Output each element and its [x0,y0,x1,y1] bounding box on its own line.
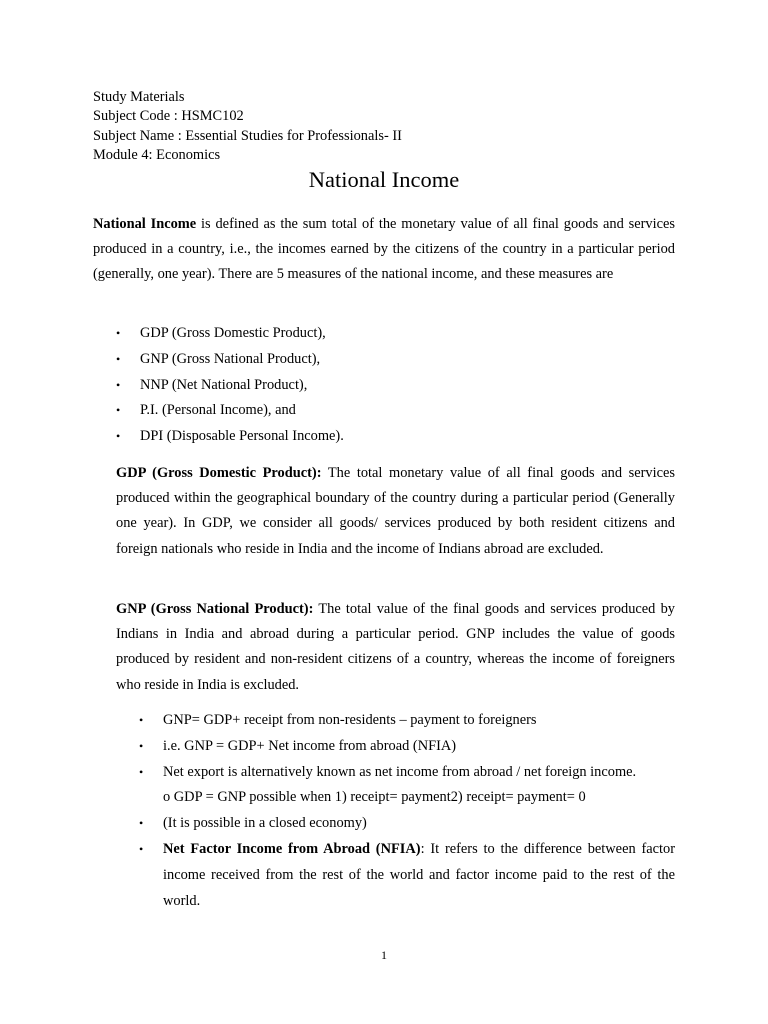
intro-text: is defined as the sum total of the monetary value of all final goods and services produced in a country, i.e., the incomes earned by the citizens of the country in a particular period (generally, one year). There are 5 measures of the national income, and these measures are [93,216,675,283]
list-item [139,734,675,760]
header-subject-code: Subject Code : HSMC102 [93,108,244,125]
page-title: National Income [308,167,460,192]
list-item [139,811,675,837]
gdp-paragraph [116,461,675,562]
bullet-glyph: • [116,351,121,366]
measure-text: P.I. (Personal Income), and [140,402,296,419]
closed-economy-note: (It is possible in a closed economy) [163,815,367,832]
list-item [139,837,675,914]
bullet-glyph: • [116,377,121,392]
measures-list [116,321,344,450]
nfia-term: Net Factor Income from Abroad (NFIA) [163,840,421,857]
list-item [139,760,675,812]
document-header [93,88,402,165]
list-item [139,708,675,734]
gnp-text: The total value of the final goods and services produced by Indians in India and abroad during a particular period. GNP includes the value of goods produced by resident and non-resident citizens of a country, whereas the income of foreigners who reside in India is excluded. [116,601,675,693]
list-item [116,321,344,347]
header-module: Module 4: Economics [93,146,221,163]
bullet-glyph: • [139,738,144,753]
gdp-term: GDP (Gross Domestic Product): [116,465,322,481]
gdp-text: The total monetary value of all final goods and services produced within the geographical boundary of the country during a particular period (Generally one year). In GDP, we consider all goods/ services produced by both resident citizens and foreign nationals who reside in India and the income of Indians abroad are excluded. [116,465,675,557]
intro-paragraph [93,212,675,288]
gnp-formula: GNP= GDP+ receipt from non-residents – payment to foreigners [163,712,537,728]
measure-text: GNP (Gross National Product), [140,350,321,367]
header-study-materials: Study Materials [93,89,185,105]
page-number: 1 [381,948,387,962]
gnp-paragraph [116,597,675,698]
bullet-glyph: • [139,841,144,856]
bullet-glyph: • [139,713,144,727]
list-item [116,398,344,424]
list-item [116,424,344,450]
measure-text: GDP (Gross Domestic Product), [140,325,326,341]
nfia-text: : It refers to the difference between factor income received from the rest of the world and factor income paid to the rest of the world. [163,840,675,909]
bullet-glyph: • [116,429,121,444]
gnp-nfia-formula: i.e. GNP = GDP+ Net income from abroad (NFIA) [163,737,457,754]
net-export-note: Net export is alternatively known as net income from abroad / net foreign income. [163,763,637,780]
measure-text: DPI (Disposable Personal Income). [140,428,344,445]
list-item [116,373,344,399]
gnp-points-list [139,708,675,914]
gdp-equals-gnp-note: o GDP = GNP possible when 1) receipt= payment2) receipt= payment= 0 [163,789,586,806]
header-subject-name: Subject Name : Essential Studies for Professionals- II [93,127,402,144]
list-item [116,347,344,373]
bullet-glyph: • [139,764,144,779]
bullet-glyph: • [139,816,144,831]
bullet-glyph: • [116,403,121,418]
measure-text: NNP (Net National Product), [140,376,308,393]
gnp-term: GNP (Gross National Product): [116,601,314,617]
bullet-glyph: • [116,326,121,340]
intro-term: National Income [93,216,197,232]
